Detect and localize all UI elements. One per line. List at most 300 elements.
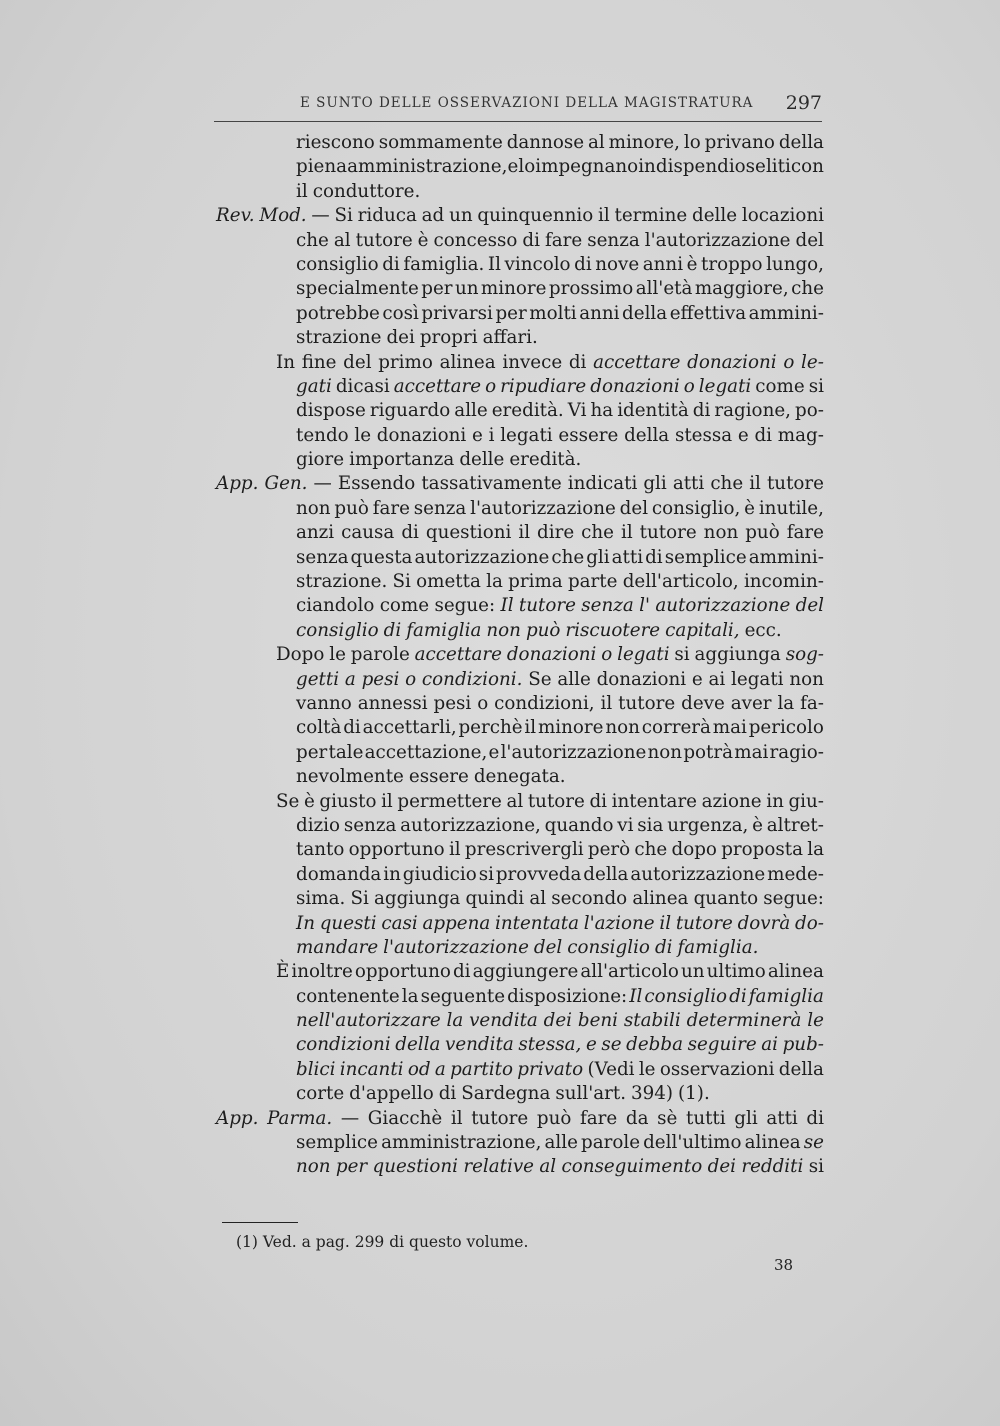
word: di [343,717,361,739]
word: blici [296,1058,336,1080]
word: delle [459,449,505,471]
word: giudicio [402,863,477,885]
word: che [581,522,614,544]
word: per [495,302,527,324]
word: nove [595,253,640,275]
word: legati [500,424,553,446]
word: sia [637,814,664,836]
word: potrebbe [296,302,380,324]
word: anni [642,253,684,275]
word: di [452,961,471,983]
word: tutore [527,790,585,812]
word: minore, [608,132,680,153]
word: legati [698,375,752,397]
word: la [401,985,419,1007]
word: pesi [433,692,472,714]
word: indicati [567,473,638,495]
word: accettare [593,351,681,373]
word: l'autorizzazione [500,741,647,763]
word: senza [581,595,634,617]
word: relative [463,1156,535,1178]
word: consiglio [567,936,650,958]
word: accettare [414,644,502,666]
word: si [674,644,690,666]
word: denegata. [473,766,566,788]
word: di [806,1107,824,1129]
word: le [807,1010,824,1032]
word: della [778,1058,824,1080]
word: così [382,302,419,324]
word: tutti [685,1107,726,1129]
text-line [216,716,824,740]
word: se [601,1034,622,1056]
word: fare [786,522,824,544]
word: riguardo [369,400,451,422]
word: troppo [701,253,763,275]
word: mandare [296,936,379,958]
word: parole [581,1132,641,1154]
word: legati [617,644,670,666]
text-line [216,472,824,496]
page-number: 297 [785,92,822,114]
word: per [335,1156,368,1178]
word: opportuno [354,961,451,983]
word: contenente [296,985,400,1007]
word: non [605,717,640,739]
word: altret- [766,814,824,836]
word: tutore [518,595,576,617]
word: App. [216,473,259,495]
word: od [407,1058,431,1080]
word: tale [328,741,364,763]
word: — [340,1107,360,1129]
word: si [808,375,824,397]
text-line [216,302,824,326]
word: giore [296,449,345,471]
word: (1). [678,1083,710,1105]
word: deve [681,692,725,714]
word: o [477,692,489,714]
word: il [598,205,610,227]
word: al [333,229,351,251]
word: del [795,229,824,251]
word: è [744,497,755,519]
word: di [438,1083,457,1105]
running-title: E SUNTO DELLE OSSERVAZIONI DELLA MAGISTRATURA [300,95,754,111]
word: correrà [641,717,711,739]
word: opportuno [348,839,445,861]
word: Vi [567,400,587,422]
word: donazioni [590,375,680,397]
word: dei [386,327,415,349]
word: debba [626,1034,683,1056]
word: alinea [439,351,496,373]
word: l'autorizzazione [644,229,791,251]
word: però [587,839,631,861]
word: di [729,985,747,1007]
word: l' [639,595,651,617]
word: ragio- [769,741,824,763]
word: a [344,668,356,690]
word: della [624,424,670,446]
word: impegnano [535,156,639,178]
word: strazione. [296,571,388,593]
page-header [300,92,822,118]
word: di [568,351,587,373]
word: vanno [296,692,352,714]
text-line [216,375,824,399]
word: o [783,351,795,373]
word: specialmente [296,278,419,300]
word: po- [795,400,824,422]
word: non [703,522,739,544]
word: è [417,229,429,251]
word: incomin- [743,571,824,593]
text-line [216,1033,824,1057]
word: questioni [372,1156,459,1178]
word: l'autorizzazione [470,497,616,519]
word: questa [350,546,413,568]
word: corte [296,1083,345,1105]
word: consiglio [644,985,728,1007]
text-line [216,253,824,277]
word: donazioni [687,351,777,373]
word: pesi [361,668,400,690]
word: condizioni, [494,692,595,714]
word: a [434,1058,446,1080]
word: di [382,253,400,275]
word: il [450,1107,463,1129]
word: causa [341,522,395,544]
footnote: (1) Ved. a pag. 299 di questo volume. [236,1233,529,1251]
word: per [421,278,453,300]
word: fare [580,1107,618,1129]
word: dell'articolo, [622,571,739,593]
word: e [472,424,483,446]
word: o [405,668,417,690]
word: redditi [741,1156,804,1178]
word: della [583,863,629,885]
word: è [303,790,315,812]
word: e [737,424,749,446]
text-line [216,131,824,155]
word: vincolo [504,253,571,275]
word: atti [766,1107,798,1129]
word: di [522,229,540,251]
word: incanti [339,1058,404,1080]
text-line [216,1082,824,1106]
text-line [216,180,824,204]
word: mag- [777,424,824,446]
word: la [777,692,795,714]
word: identità [617,400,689,422]
text-line [216,351,824,375]
word: tutore [355,229,413,251]
word: dicasi [335,375,390,397]
word: concesso [433,229,518,251]
word: provveda [495,863,582,885]
word: come [379,595,430,617]
text-line [216,1009,824,1033]
text-line [216,619,824,643]
word: o [485,375,497,397]
word: al [587,132,605,153]
text-line [216,326,824,350]
word: donazioni [506,644,597,666]
word: in [638,156,656,178]
word: famiglia [406,619,482,641]
word: In [276,351,295,373]
word: 394) [631,1083,674,1105]
word: il [518,522,531,544]
word: la [486,571,503,593]
text-line [216,692,824,716]
word: gli [643,473,667,495]
word: senza [413,497,467,519]
word: all'articolo [580,961,679,983]
word: privato [517,1058,584,1080]
word: della [778,132,824,153]
word: autorizzazione [655,595,791,617]
word: Mod. [259,205,307,227]
word: osservazioni [659,1058,775,1080]
text-line [216,1155,824,1179]
word: essere [558,424,619,446]
text-line [216,790,824,814]
text-line [216,1058,824,1082]
word: la [446,1010,464,1032]
word: del [533,936,563,958]
text-line [216,887,824,911]
word: riscuotere [565,619,661,641]
word: do- [795,912,824,934]
word: senza [343,814,397,836]
word: un [681,961,705,983]
word: tanto [296,839,345,861]
word: nevolmente [296,766,404,788]
word: tutore [766,473,824,495]
word: non [296,1156,331,1178]
word: di [574,253,592,275]
word: urgenza, [667,814,749,836]
word: in [383,863,401,885]
word: per [296,741,328,763]
word: fare [372,497,410,519]
word: legati [731,668,784,690]
word: che [551,546,585,568]
word: autorizzazione [414,546,550,568]
word: il [524,717,537,739]
word: prescrivergli [464,839,584,861]
word: fa- [800,692,824,714]
word: l'autorizzazione [383,936,529,958]
word: le [354,424,372,446]
word: importanza [349,449,455,471]
word: fine [301,351,337,373]
word: un [454,278,479,300]
word: lo [518,156,536,178]
word: all'età [635,278,693,300]
word: Si [350,888,369,910]
word: famiglia. [403,253,485,275]
word: autorizzazione [630,863,766,885]
word: l'azione [583,912,655,934]
word: tendo [296,424,349,446]
word: Se [276,790,300,812]
word: Il [629,985,643,1007]
word: il [749,473,761,495]
text-line [216,765,824,789]
word: senza [296,546,349,568]
word: dispose [296,400,366,422]
word: seguire [687,1034,757,1056]
word: ai [761,1034,779,1056]
word: si [478,863,494,885]
word: invece [502,351,563,373]
word: segue: [763,888,824,910]
word: e [585,1034,597,1056]
word: con [790,156,824,178]
text-line [216,643,824,667]
word: giusto [319,790,377,812]
word: stabili [623,1010,681,1032]
word: appena [422,912,491,934]
word: dei [707,1156,736,1178]
text-line [216,985,824,1009]
word: — [311,205,330,227]
word: Si [334,205,353,227]
word: di [754,424,773,446]
word: alinea [767,961,824,983]
word: di [401,522,419,544]
word: gli [586,546,610,568]
word: alle [544,1132,578,1154]
text-line [216,155,824,179]
word: non [296,497,331,519]
word: aggiunga [694,644,781,666]
word: prossimo [548,278,634,300]
word: che [710,473,744,495]
word: Se [528,668,552,690]
word: alle [454,400,488,422]
word: tutore [471,1107,529,1129]
word: famiglia [748,985,824,1007]
word: e [507,156,519,178]
word: domanda [296,863,382,885]
word: è [752,814,763,836]
text-line [216,1131,824,1155]
word: è [686,253,698,275]
word: ammini- [748,546,824,568]
word: sommamente [378,132,503,153]
word: privano [704,132,775,153]
word: consiglio [296,619,379,641]
word: le [329,644,346,666]
word: e [691,668,703,690]
word: Giacchè [367,1107,443,1129]
text-line [216,912,824,936]
word: dovrà [737,912,791,934]
text-line [216,277,824,301]
word: non [647,741,683,763]
word: del [795,595,824,617]
word: Parma. [267,1107,333,1129]
word: accettazione, [364,741,488,763]
word: nell'autorizzare [296,1010,441,1032]
word: Rev. [216,205,255,227]
word: un [449,205,473,227]
signature-mark: 38 [774,1256,794,1274]
word: la [807,839,824,861]
word: della [395,1034,441,1056]
word: alinea [744,1132,801,1154]
word: secondo [551,888,628,910]
word: seguente [420,985,506,1007]
word: gli [734,1107,758,1129]
text-line [216,960,824,984]
word: atti [611,546,644,568]
word: atti [672,473,705,495]
word: Gen. [264,473,308,495]
word: quindi [465,888,525,910]
word: ad [421,205,445,227]
word: — [313,473,332,495]
word: autorizzazione, [400,814,541,836]
word: Il [487,253,501,275]
body-text [216,131,824,1180]
text-line [216,838,824,862]
text-line [216,863,824,887]
word: intentata [494,912,580,934]
word: aggiungere [472,961,579,983]
word: App. [216,1107,259,1129]
word: il [659,912,672,934]
word: vendita [469,1010,538,1032]
word: beni [577,1010,619,1032]
word: di [645,546,663,568]
word: condizioni. [421,668,523,690]
word: coltà [296,717,342,739]
word: dopo [671,839,717,861]
word: gati [296,375,332,397]
word: tassativamente [421,473,562,495]
word: eredità. [509,449,582,471]
word: conduttore. [312,180,421,202]
word: non [486,619,521,641]
text-line [216,814,824,838]
word: dei [543,1010,573,1032]
word: accettare [393,375,482,397]
word: quinquennio [477,205,594,227]
footnote-rule [222,1222,298,1223]
word: privarsi [421,302,493,324]
word: al [506,790,524,812]
word: quanto [693,888,759,910]
word: se [803,1132,824,1154]
word: giu- [788,790,824,812]
word: i [488,424,495,446]
word: al [529,888,547,910]
word: Il [500,595,514,617]
word: lo [683,132,701,153]
word: sima. [296,888,346,910]
word: si [808,1156,824,1178]
word: o [601,644,613,666]
header-rule [214,121,822,122]
word: donazioni [596,668,687,690]
word: di [692,400,711,422]
word: affari. [482,327,538,349]
